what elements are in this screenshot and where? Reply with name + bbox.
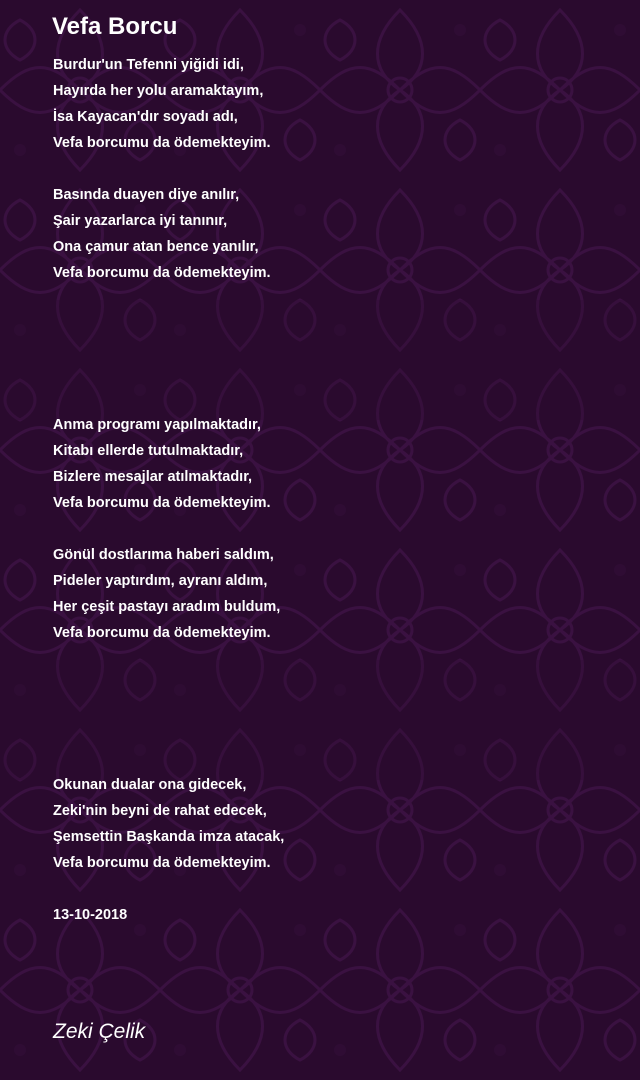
poem-line: Ona çamur atan bence yanılır, [53,239,259,255]
poem-line: Basında duayen diye anılır, [53,187,240,203]
poem-line: İsa Kayacan'dır soyadı adı, [53,109,238,125]
stanza-2 [53,182,271,286]
poem-line: Vefa borcumu da ödemekteyim. [53,495,271,511]
poem-line: Vefa borcumu da ödemekteyim. [53,625,271,641]
poem-line: Zeki'nin beyni de rahat edecek, [53,803,267,819]
poem-author: Zeki Çelik [53,1020,146,1043]
stanza-1 [53,52,271,156]
poem-line: Anma programı yapılmaktadır, [53,417,261,433]
stanza-4 [53,542,280,646]
poem-line: Kitabı ellerde tutulmaktadır, [53,443,244,459]
poem-date: 13-10-2018 [53,907,128,923]
poem-title: Vefa Borcu [52,13,178,40]
poem-line: Vefa borcumu da ödemekteyim. [53,855,271,871]
poem-line: Vefa borcumu da ödemekteyim. [53,265,271,281]
poem-line: Okunan dualar ona gidecek, [53,777,247,793]
poem-line: Her çeşit pastayı aradım buldum, [53,599,281,615]
poem-line: Gönül dostlarıma haberi saldım, [53,547,274,563]
poem-line: Şair yazarlarca iyi tanınır, [53,213,228,229]
poem-line: Burdur'un Tefenni yiğidi idi, [53,57,244,73]
poem-line: Bizlere mesajlar atılmaktadır, [53,469,253,485]
poem-line: Hayırda her yolu aramaktayım, [53,83,264,99]
poem-line: Vefa borcumu da ödemekteyim. [53,135,271,151]
stanza-3 [53,412,271,516]
stanza-5 [53,772,284,876]
poem-line: Pideler yaptırdım, ayranı aldım, [53,573,268,589]
poem-line: Şemsettin Başkanda imza atacak, [53,829,285,845]
